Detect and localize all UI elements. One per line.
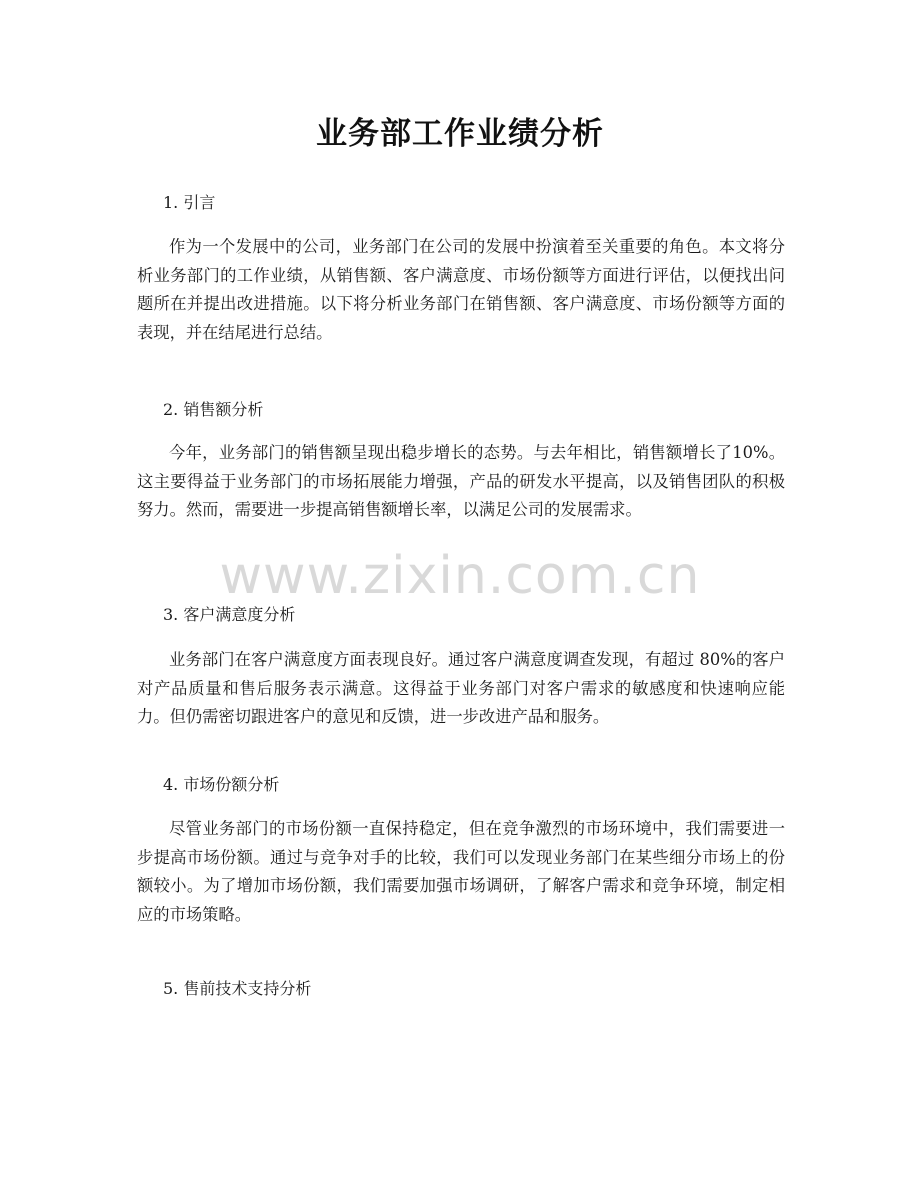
section-paragraph-market-share: 尽管业务部门的市场份额一直保持稳定，但在竞争激烈的市场环境中，我们需要进一步提高市场份额。通过与竞争对手的比较，我们可以发现业务部门在某些细分市场上的份额较小。为了增加市场份额，我们需要加强市场调研，了解客户需求和竞争环境，制定相应的市场策略。 [137, 819, 785, 924]
section-heading-introduction: 1. 引言 [163, 193, 216, 212]
section-paragraph-sales: 今年，业务部门的销售额呈现出稳步增长的态势。与去年相比，销售额增长了10%。这主要得益于业务部门的市场拓展能力增强，产品的研发水平提高，以及销售团队的积极努力。然而，需要进一步提高销售额增长率，以满足公司的发展需求。 [137, 443, 785, 519]
section-heading-presales-support: 5. 售前技术支持分析 [163, 979, 312, 998]
page-title: 业务部工作业绩分析 [316, 116, 604, 152]
watermark: www.zixin.com.cn [219, 546, 701, 606]
section-heading-customer-satisfaction: 3. 客户满意度分析 [163, 605, 296, 624]
section-paragraph-introduction: 作为一个发展中的公司，业务部门在公司的发展中扮演着至关重要的角色。本文将分析业务部门的工作业绩，从销售额、客户满意度、市场份额等方面进行评估，以便找出问题所在并提出改进措施。以下将分析业务部门在销售额、客户满意度、市场份额等方面的表现，并在结尾进行总结。 [137, 237, 785, 342]
section-heading-sales: 2. 销售额分析 [163, 400, 264, 419]
section-paragraph-customer-satisfaction: 业务部门在客户满意度方面表现良好。通过客户满意度调查发现，有超过 80%的客户对产品质量和售后服务表示满意。这得益于业务部门对客户需求的敏感度和快速响应能力。但仍需密切跟进客户的意见和反馈，进一步改进产品和服务。 [137, 650, 785, 726]
section-heading-market-share: 4. 市场份额分析 [163, 775, 280, 794]
